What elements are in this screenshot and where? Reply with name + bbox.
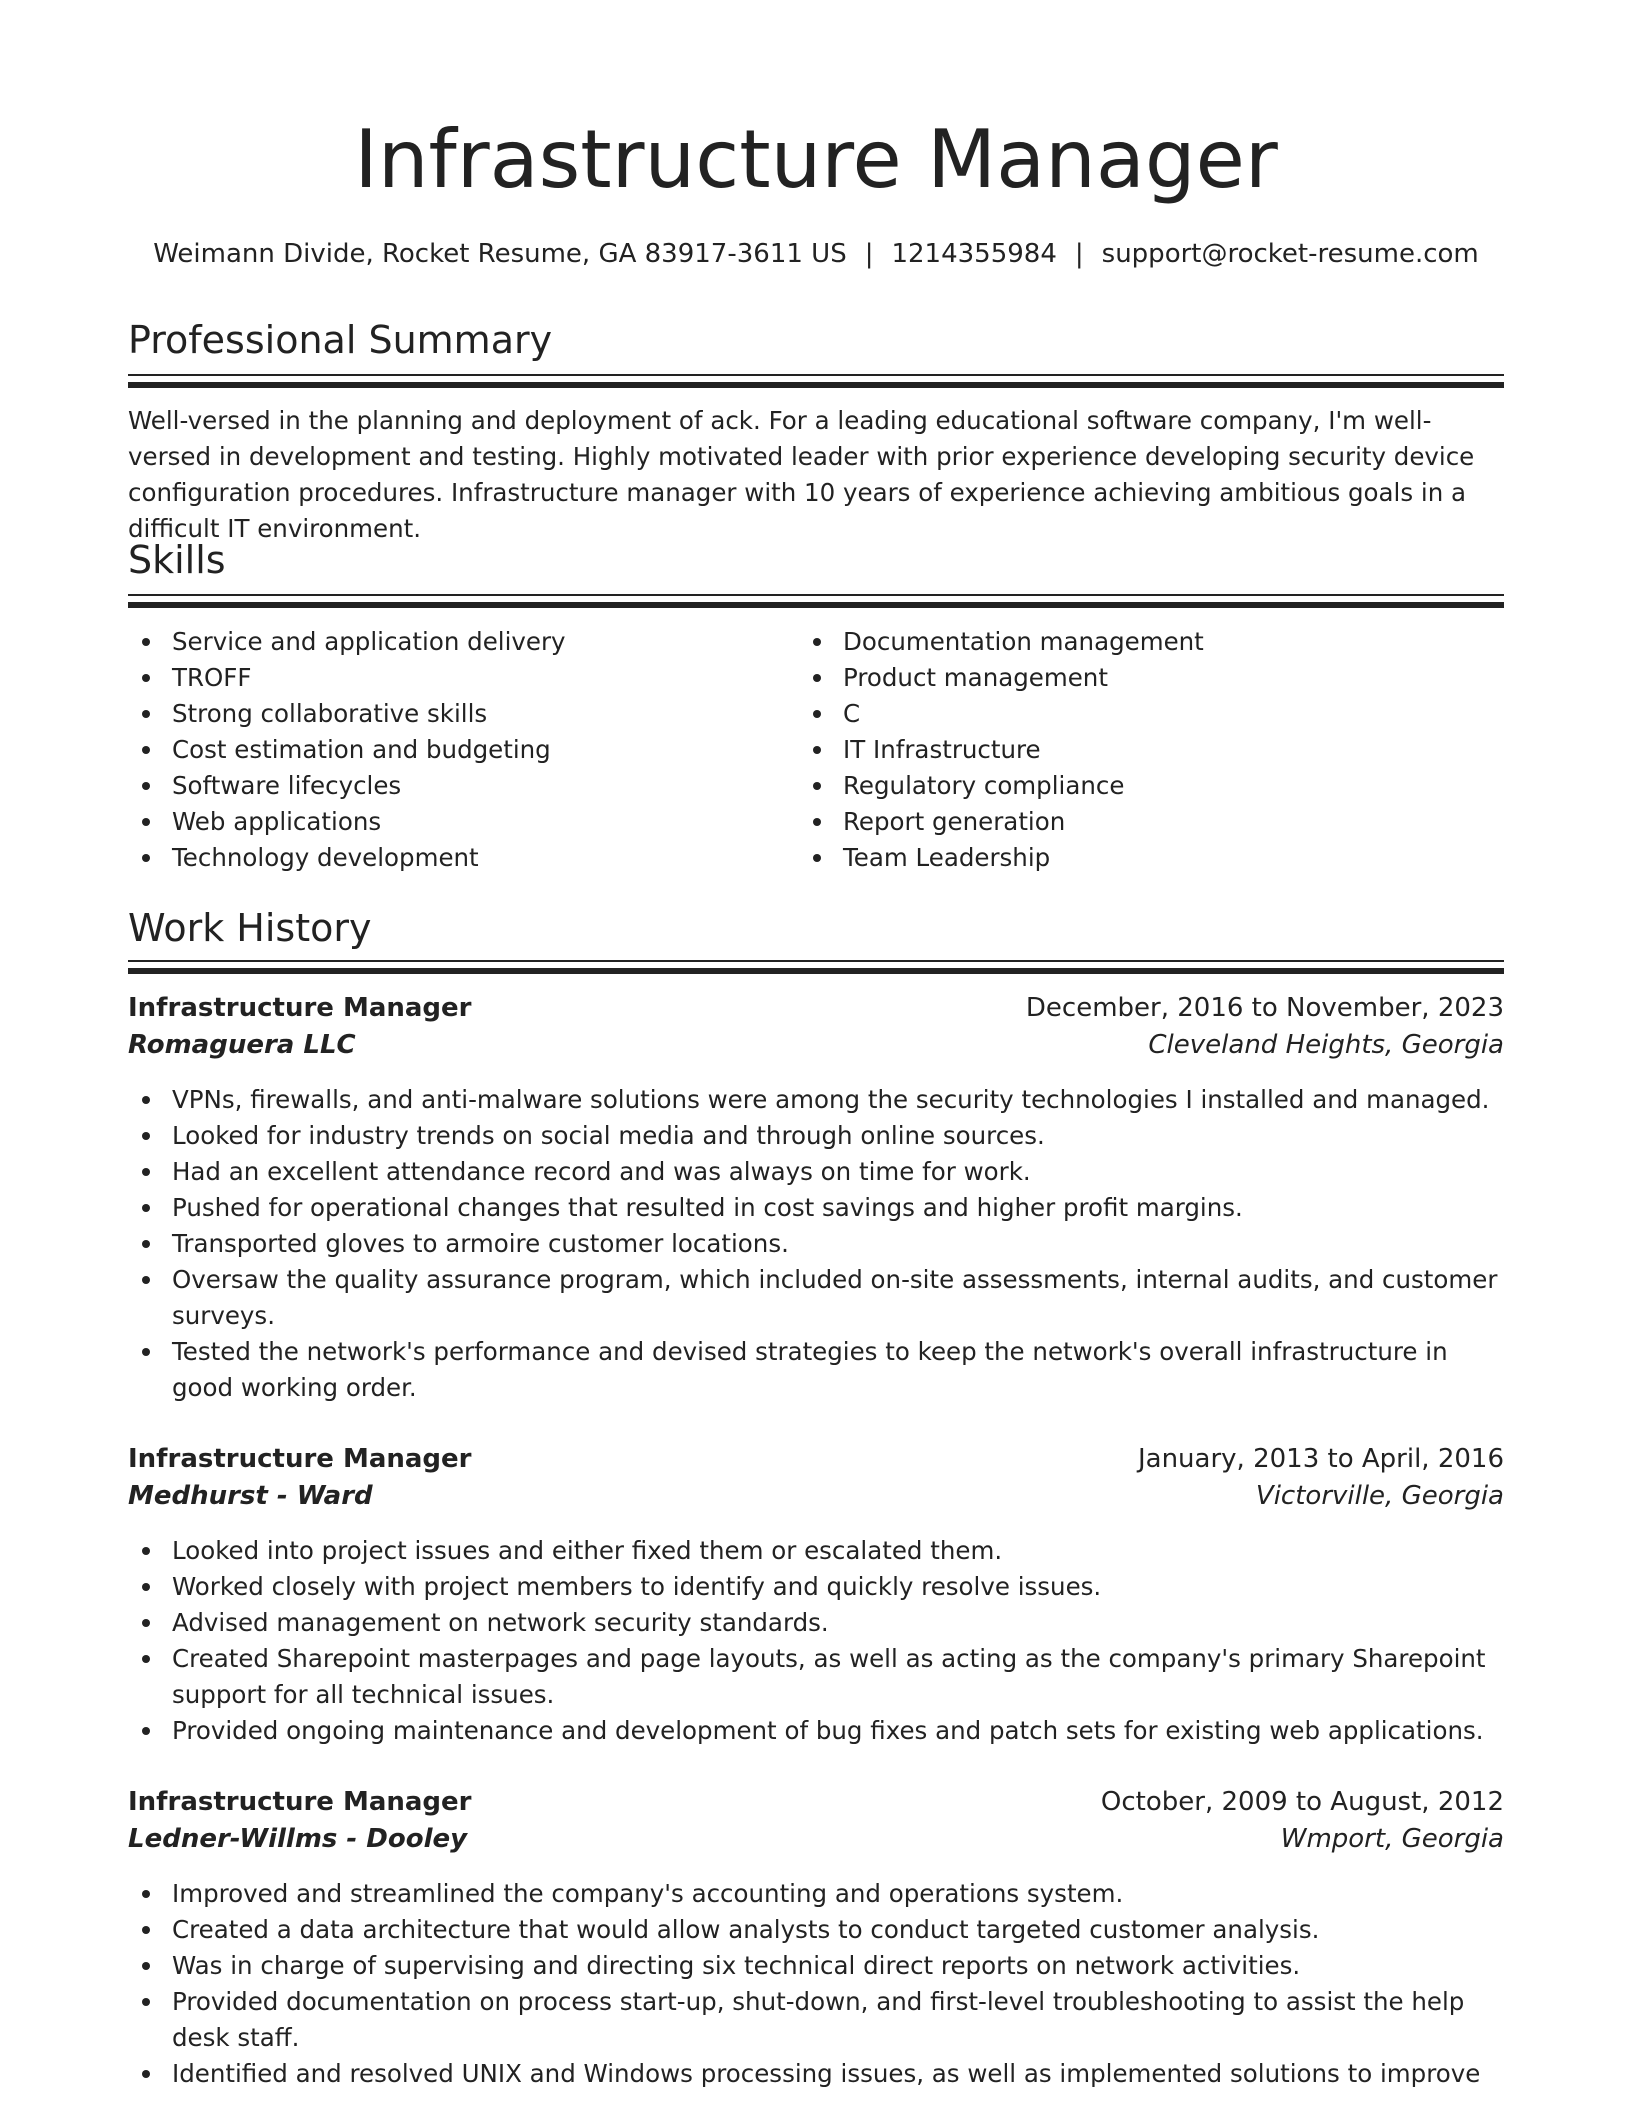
section-heading-work-history: Work History <box>128 906 372 950</box>
skills-list-right <box>799 624 1503 876</box>
skill-item: Web applications <box>172 804 800 840</box>
job-bullet: Looked for industry trends on social media and through online sources. <box>172 1118 1504 1154</box>
job-bullet: Transported gloves to armoire customer locations. <box>172 1226 1504 1262</box>
job-bullet: Identified and resolved UNIX and Windows processing issues, as well as implemented solutions to improve <box>172 2056 1504 2092</box>
job-title: Infrastructure Manager <box>128 993 472 1023</box>
job-bullet: Provided documentation on process start-up, shut-down, and first-level troubleshooting to assist the help desk staff. <box>172 1984 1504 2056</box>
job-dates: January, 2013 to April, 2016 <box>1137 1444 1504 1474</box>
skill-item: Software lifecycles <box>172 768 800 804</box>
job-title: Infrastructure Manager <box>128 1787 472 1817</box>
separator: | <box>1074 239 1084 269</box>
skill-item: Cost estimation and budgeting <box>172 732 800 768</box>
skill-item: TROFF <box>172 660 800 696</box>
section-heading-summary: Professional Summary <box>128 318 553 362</box>
job-dates: December, 2016 to November, 2023 <box>1025 993 1504 1023</box>
job-bullet: Provided ongoing maintenance and development of bug fixes and patch sets for existing web applications. <box>172 1713 1504 1749</box>
job-bullet: Improved and streamlined the company's accounting and operations system. <box>172 1876 1504 1912</box>
skill-item: C <box>843 696 1503 732</box>
job-company: Ledner-Willms - Dooley <box>128 1824 468 1854</box>
job-bullet: Created Sharepoint masterpages and page layouts, as well as acting as the company's primary Sharepoint support for all technical issues. <box>172 1641 1504 1713</box>
separator: | <box>864 239 874 269</box>
section-divider <box>128 374 1504 386</box>
job-bullet: Looked into project issues and either fixed them or escalated them. <box>172 1533 1504 1569</box>
job-bullet: Had an excellent attendance record and was always on time for work. <box>172 1154 1504 1190</box>
job-bullet: Was in charge of supervising and directing six technical direct reports on network activities. <box>172 1948 1504 1984</box>
skill-item: Team Leadership <box>843 840 1503 876</box>
job-company: Medhurst - Ward <box>128 1481 373 1511</box>
job-bullet: Worked closely with project members to identify and quickly resolve issues. <box>172 1569 1504 1605</box>
phone: 1214355984 <box>891 239 1057 269</box>
job-location: Wmport, Georgia <box>1280 1824 1504 1854</box>
section-divider <box>128 960 1504 972</box>
job-bullet: Advised management on network security standards. <box>172 1605 1504 1641</box>
skill-item: Product management <box>843 660 1503 696</box>
address: Weimann Divide, Rocket Resume, GA 83917-3611 US <box>153 239 847 269</box>
job-bullet: Created a data architecture that would allow analysts to conduct targeted customer analysis. <box>172 1912 1504 1948</box>
section-heading-skills: Skills <box>128 538 226 582</box>
job-bullet: Oversaw the quality assurance program, which included on-site assessments, internal audits, and customer surveys. <box>172 1262 1504 1334</box>
job-location: Cleveland Heights, Georgia <box>1148 1030 1504 1060</box>
section-divider <box>128 594 1504 606</box>
skill-item: Regulatory compliance <box>843 768 1503 804</box>
skill-item: Technology development <box>172 840 800 876</box>
job-location: Victorville, Georgia <box>1255 1481 1504 1511</box>
skill-item: IT Infrastructure <box>843 732 1503 768</box>
skill-item: Service and application delivery <box>172 624 800 660</box>
job-bullet: Pushed for operational changes that resulted in cost savings and higher profit margins. <box>172 1190 1504 1226</box>
skill-item: Report generation <box>843 804 1503 840</box>
job-bullet: Tested the network's performance and devised strategies to keep the network's overall infrastructure in good working order. <box>172 1334 1504 1406</box>
skill-item: Documentation management <box>843 624 1503 660</box>
resume-title: Infrastructure Manager <box>354 113 1278 206</box>
job-title: Infrastructure Manager <box>128 1444 472 1474</box>
email: support@rocket-resume.com <box>1101 239 1479 269</box>
skill-item: Strong collaborative skills <box>172 696 800 732</box>
job-bullets <box>128 1876 1504 2092</box>
job-bullets <box>128 1082 1504 1406</box>
job-dates: October, 2009 to August, 2012 <box>1100 1787 1504 1817</box>
skills-list-left <box>128 624 800 876</box>
job-bullets <box>128 1533 1504 1749</box>
contact-line <box>0 236 1632 272</box>
job-bullet: VPNs, firewalls, and anti-malware solutions were among the security technologies I installed and managed. <box>172 1082 1504 1118</box>
job-company: Romaguera LLC <box>128 1030 356 1060</box>
summary-text: Well-versed in the planning and deployment of ack. For a leading educational software company, I'm well-versed in development and testing. Highly motivated leader with prior experience developing security device configuration procedures. Infrastructure manager with 10 years of experience achieving ambitious goals in a difficult IT environment. <box>128 406 1475 543</box>
